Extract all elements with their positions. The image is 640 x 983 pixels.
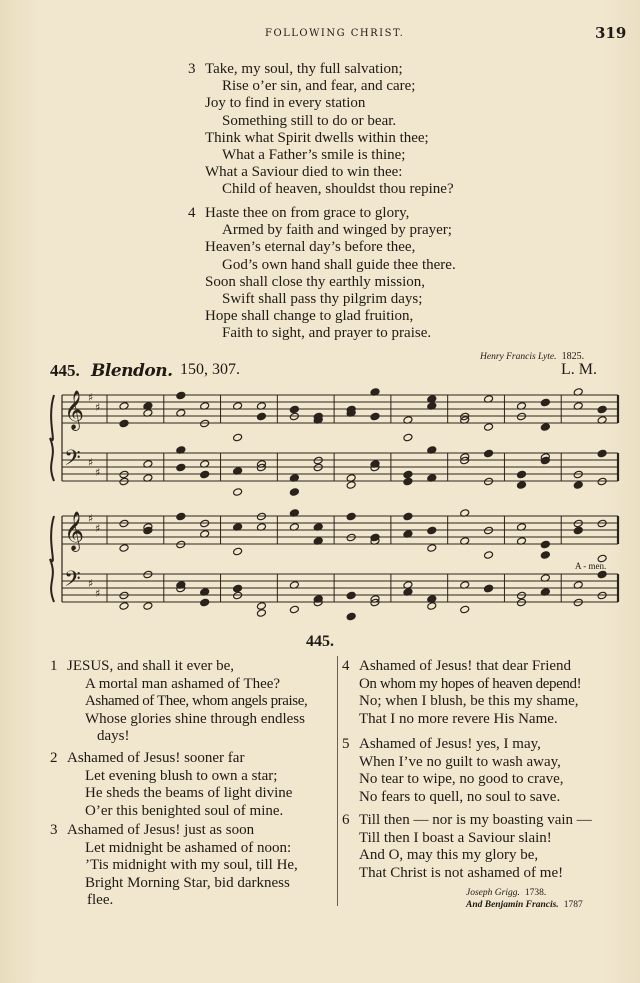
verse-line: What a Father’s smile is thine; (222, 147, 406, 164)
verse-line: A mortal man ashamed of Thee? (85, 675, 281, 692)
note-head (346, 533, 356, 542)
note-head (427, 544, 437, 553)
verse-line: No fears to quell, no soul to save. (359, 788, 561, 805)
verse-line: ’Tis midnight with my soul, till He, (85, 857, 298, 873)
verse-line: Rise o’er sin, and fear, and care; (222, 78, 416, 95)
stanza-number: 1 (50, 658, 58, 674)
note-head (540, 551, 550, 560)
author-name: Henry Francis Lyte. (480, 352, 557, 362)
note-head (233, 488, 243, 497)
note-head (200, 519, 210, 528)
note-head (289, 605, 299, 614)
stanza-number: 4 (188, 205, 196, 221)
note-head (289, 412, 299, 421)
note-head (597, 591, 607, 600)
credit-name: Joseph Grigg. (466, 888, 520, 898)
note-head (597, 570, 607, 579)
stanza-4 (342, 658, 582, 728)
verse-line: Take, my soul, thy full salvation; (205, 61, 403, 77)
note-head (119, 477, 129, 486)
verse-line: When I’ve no guilt to wash away, (359, 753, 561, 770)
note-head (370, 412, 380, 421)
staff-brace (50, 516, 54, 602)
note-head (403, 433, 413, 442)
verse-line: And O, may this my glory be, (359, 847, 539, 863)
verse-line: Armed by faith and winged by prayer; (222, 222, 452, 239)
note-head (540, 423, 550, 432)
page-number: 319 (595, 24, 627, 42)
tune-meter: L. M. (561, 361, 597, 378)
note-head (460, 605, 470, 614)
note-head (143, 570, 153, 579)
verse-line: No tear to wipe, no good to crave, (359, 771, 564, 787)
note-head (540, 540, 550, 549)
note-head (119, 602, 129, 611)
verse-line: Ashamed of Jesus! yes, I may, (359, 736, 541, 752)
note-head (119, 591, 129, 600)
verse-line: Whose glories shine through endless (85, 710, 305, 727)
stanza-number: 2 (50, 750, 58, 766)
treble-clef: 𝄞 (64, 390, 85, 430)
note-head (256, 512, 266, 521)
running-title: FOLLOWING CHRIST. (265, 28, 405, 39)
note-head (119, 470, 129, 479)
amen-text: A - men. (575, 561, 607, 571)
verse-line: Heaven’s eternal day’s before thee, (205, 239, 416, 256)
credit-name: And Benjamin Francis. (466, 900, 559, 910)
note-head (346, 512, 356, 521)
verse-line: That Christ is not ashamed of me! (359, 864, 564, 881)
note-head (573, 481, 583, 490)
note-head (346, 612, 356, 621)
note-head (233, 547, 243, 556)
note-head (256, 602, 266, 611)
verse-line: Child of heaven, shouldst thou repine? (222, 181, 454, 198)
verse-line: Till then I boast a Saviour slain! (359, 829, 552, 846)
note-head (517, 412, 527, 421)
verse-line: days! (97, 728, 130, 744)
note-head (176, 463, 186, 472)
verse-line: Soon shall close thy earthly mission, (205, 273, 425, 290)
note-head (176, 512, 186, 521)
prev-stanza-4 (188, 205, 456, 343)
note-head (517, 598, 527, 607)
stanza-number: 6 (342, 812, 350, 828)
note-head (597, 519, 607, 528)
note-head (573, 598, 583, 607)
sharp-sign: ♯ (95, 401, 101, 414)
note-head (200, 598, 210, 607)
stanza-6 (342, 812, 592, 882)
verse-line: No; when I blush, be this my shame, (359, 693, 579, 709)
verse-line: Think what Spirit dwells within thee; (205, 129, 429, 146)
treble-clef: 𝄞 (64, 511, 85, 551)
note-head (346, 481, 356, 490)
verse-line: O’er this benighted soul of mine. (85, 802, 284, 819)
sharp-sign: ♯ (95, 466, 101, 479)
verse-line: Ashamed of Jesus! just as soon (67, 822, 255, 838)
note-head (540, 398, 550, 407)
music-system-1 (0, 385, 640, 500)
credit-year: 1738. (524, 888, 547, 898)
stanza-2 (50, 750, 293, 820)
credit-year: 1787 (563, 900, 583, 910)
verse-line: That I no more revere His Name. (359, 710, 558, 727)
note-head (484, 423, 494, 432)
column-divider (337, 656, 338, 906)
note-head (233, 433, 243, 442)
stanza-number: 5 (342, 736, 350, 752)
verse-line: Let evening blush to own a star; (85, 767, 278, 784)
note-head (484, 526, 494, 535)
verse-line: Joy to find in every station (205, 95, 366, 112)
note-head (256, 609, 266, 618)
verse-line: What a Saviour died to win thee: (205, 164, 403, 181)
note-head (119, 544, 129, 553)
note-head (289, 488, 299, 497)
tune-number: 445. (50, 361, 80, 380)
tune-name: Blendon. (91, 361, 173, 381)
stanza-3 (50, 822, 298, 910)
note-head (256, 412, 266, 421)
note-head (517, 591, 527, 600)
verse-line: Haste thee on from grace to glory, (205, 205, 410, 221)
hymn-number: 445. (306, 633, 334, 650)
running-head (0, 24, 640, 44)
credit-line-2 (466, 892, 583, 911)
verse-line: flee. (87, 892, 114, 908)
tune-heading (0, 361, 640, 383)
verse-line: Ashamed of Jesus! that dear Friend (359, 658, 572, 674)
staff-brace (50, 395, 54, 481)
verse-line: Ashamed of Jesus! sooner far (67, 750, 245, 766)
note-head (143, 602, 153, 611)
note-head (403, 477, 413, 486)
note-head (427, 602, 437, 611)
verse-line: Till then — nor is my boasting vain — (359, 812, 592, 828)
note-head (370, 533, 380, 542)
note-head (403, 512, 413, 521)
note-head (200, 470, 210, 479)
note-head (119, 519, 129, 528)
verse-line: Ashamed of Thee, whom angels praise, (85, 693, 308, 709)
note-head (200, 419, 210, 428)
verse-line: JESUS, and shall it ever be, (67, 658, 235, 674)
verse-line: He sheds the beams of light divine (85, 785, 293, 801)
note-head (289, 405, 299, 414)
note-head (427, 526, 437, 535)
note-head (119, 419, 129, 428)
note-head (233, 591, 243, 600)
note-head (573, 526, 583, 535)
note-head (573, 470, 583, 479)
note-head (403, 470, 413, 479)
note-head (597, 449, 607, 458)
note-head (484, 449, 494, 458)
verse-line: Faith to sight, and prayer to praise. (222, 325, 432, 342)
note-head (313, 463, 323, 472)
sharp-sign: ♯ (95, 587, 101, 600)
sharp-sign: ♯ (88, 512, 94, 525)
verse-line: Hope shall change to glad fruition, (205, 308, 414, 325)
note-head (484, 584, 494, 593)
verse-line: On whom my hopes of heaven depend! (359, 675, 582, 692)
author-year: 1825. (561, 351, 585, 362)
sharp-sign: ♯ (88, 577, 94, 590)
tune-references: 150, 307. (180, 361, 240, 378)
verse-line: Swift shall pass thy pilgrim days; (222, 291, 423, 308)
note-head (233, 584, 243, 593)
note-head (573, 519, 583, 528)
bass-clef: 𝄢 (64, 567, 81, 597)
stanza-number: 4 (342, 658, 350, 674)
stanza-5 (342, 736, 564, 806)
note-head (484, 551, 494, 560)
verse-line: Let midnight be ashamed of noon: (85, 839, 292, 856)
sharp-sign: ♯ (88, 391, 94, 404)
note-head (176, 391, 186, 400)
prev-stanza-3 (188, 61, 454, 199)
note-head (346, 591, 356, 600)
bass-clef: 𝄢 (64, 446, 81, 476)
stanza-number: 3 (50, 822, 58, 838)
verse-line: Something still to do or bear. (222, 112, 397, 129)
sharp-sign: ♯ (95, 522, 101, 535)
note-head (176, 540, 186, 549)
note-head (540, 456, 550, 465)
stanza-1 (50, 658, 308, 746)
sharp-sign: ♯ (88, 456, 94, 469)
music-system-2 (0, 506, 640, 621)
note-head (517, 481, 527, 490)
note-head (517, 470, 527, 479)
note-head (484, 477, 494, 486)
note-head (597, 405, 607, 414)
verse-line: Bright Morning Star, bid darkness (85, 874, 290, 891)
note-head (313, 456, 323, 465)
stanza-number: 3 (188, 61, 196, 77)
note-head (597, 477, 607, 486)
verse-line: God’s own hand shall guide thee there. (222, 256, 456, 273)
